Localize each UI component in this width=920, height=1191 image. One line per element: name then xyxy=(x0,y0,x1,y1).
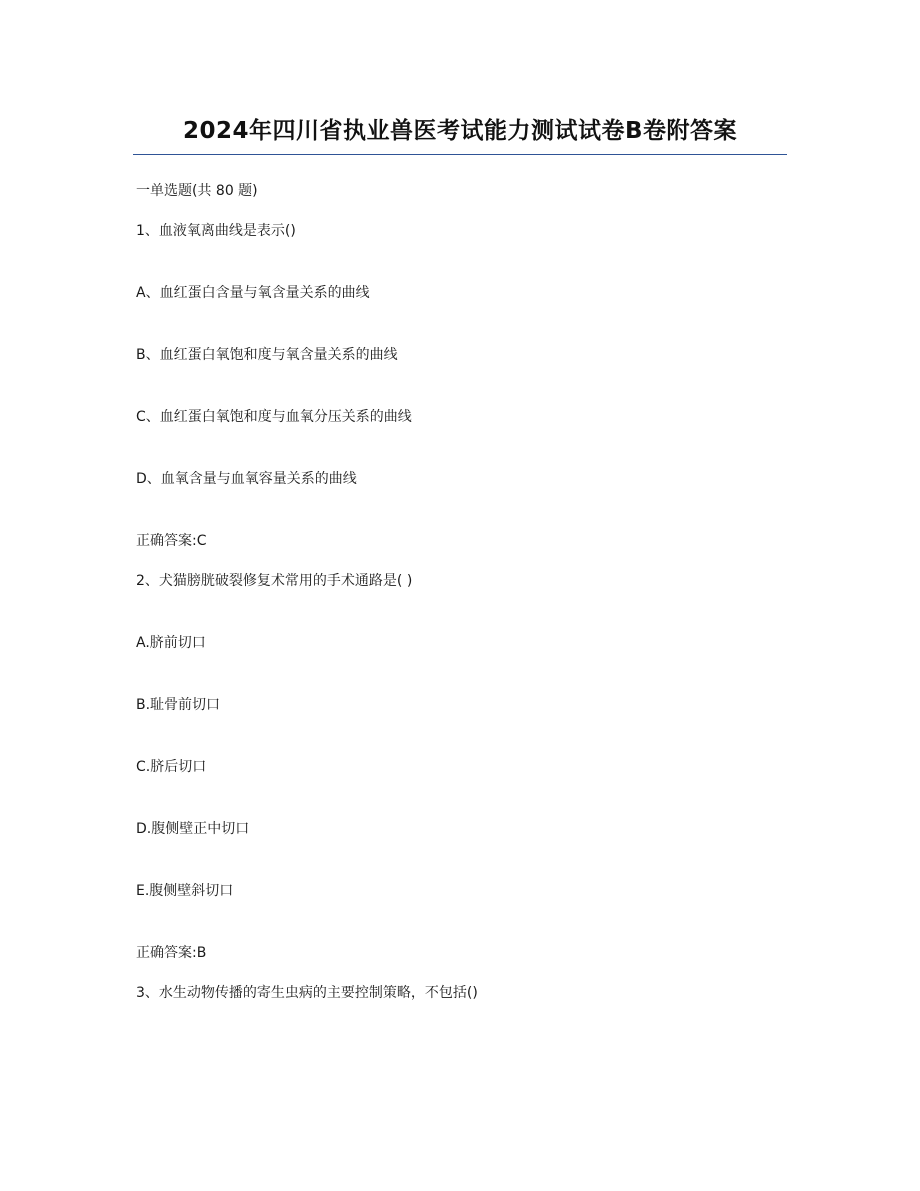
question-3-stem: 3、水生动物传播的寄生虫病的主要控制策略，不包括() xyxy=(136,985,478,1001)
question-2-option-c: C.脐后切口 xyxy=(136,759,207,775)
document-title: 2024年四川省执业兽医考试能力测试试卷B卷附答案 xyxy=(182,118,738,144)
section-heading: 一单选题(共 80 题) xyxy=(136,183,258,199)
title-underline xyxy=(133,154,787,155)
question-2-stem: 2、犬猫膀胱破裂修复术常用的手术通路是( ) xyxy=(136,573,413,589)
question-1-option-a: A、血红蛋白含量与氧含量关系的曲线 xyxy=(136,285,370,301)
question-2-option-b: B.耻骨前切口 xyxy=(136,697,221,713)
question-2-option-d: D.腹侧壁正中切口 xyxy=(136,821,250,837)
question-1-answer: 正确答案:C xyxy=(136,533,207,549)
question-1-stem: 1、血液氧离曲线是表示() xyxy=(136,223,296,239)
question-2-answer: 正确答案:B xyxy=(136,945,207,961)
question-2-option-a: A.脐前切口 xyxy=(136,635,206,651)
question-1-option-c: C、血红蛋白氧饱和度与血氧分压关系的曲线 xyxy=(136,409,412,425)
question-1-option-b: B、血红蛋白氧饱和度与氧含量关系的曲线 xyxy=(136,347,398,363)
question-1-option-d: D、血氧含量与血氧容量关系的曲线 xyxy=(136,471,357,487)
question-2-option-e: E.腹侧壁斜切口 xyxy=(136,883,234,899)
